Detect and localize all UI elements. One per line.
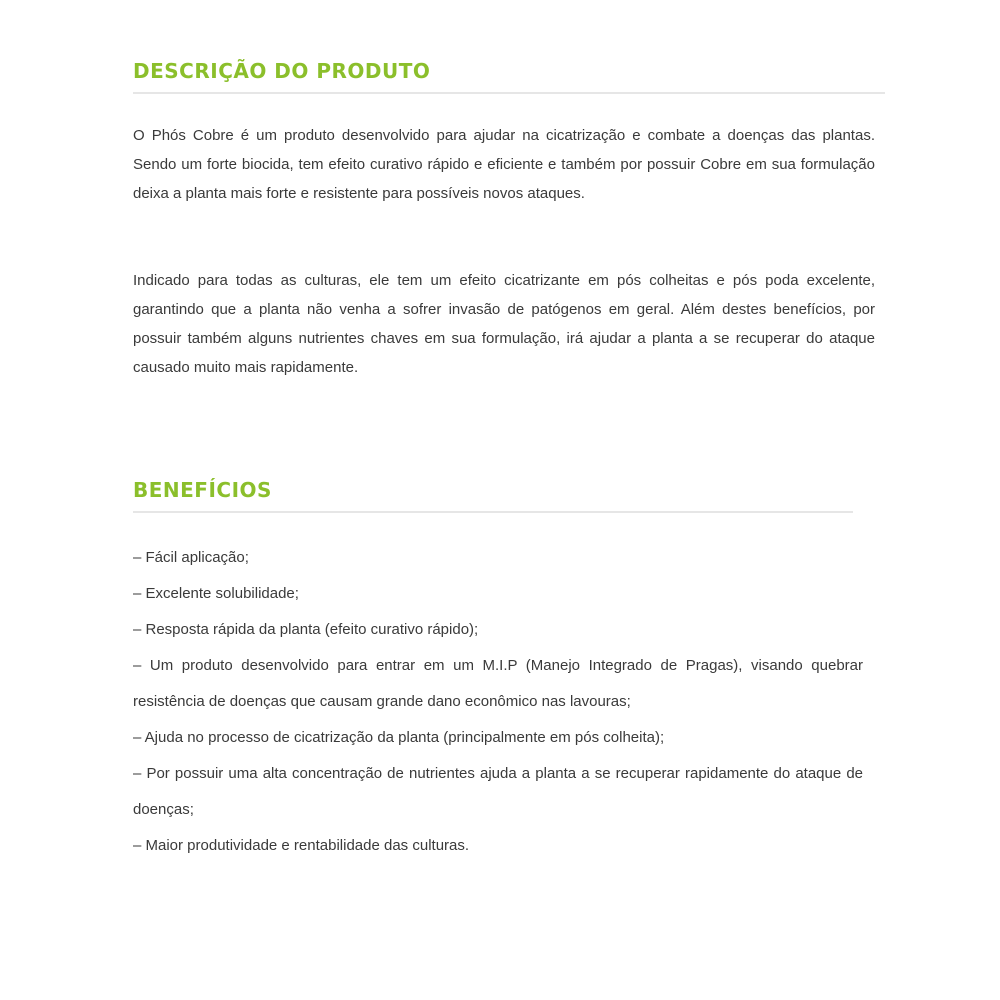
benefit-item: – Por possuir uma alta concentração de nutrientes ajuda a planta a se recuperar rapidamente do ataque de doenças; <box>133 765 863 818</box>
benefits-list <box>133 540 863 864</box>
description-paragraph-1: O Phós Cobre é um produto desenvolvido para ajudar na cicatrização e combate a doenças das plantas. Sendo um forte biocida, tem efeito curativo rápido e eficiente e também por possuir Cobre em sua formulação deixa a planta mais forte e resistente para possíveis novos ataques. <box>133 127 875 202</box>
benefit-item: – Resposta rápida da planta (efeito curativo rápido); <box>133 621 479 638</box>
benefit-item: – Excelente solubilidade; <box>133 585 299 602</box>
benefits-divider <box>133 511 853 513</box>
benefit-item: – Fácil aplicação; <box>133 549 249 566</box>
benefit-item: – Um produto desenvolvido para entrar em um M.I.P (Manejo Integrado de Pragas), visando quebrar resistência de doenças que causam grande dano econômico nas lavouras; <box>133 657 863 710</box>
benefits-title: BENEFÍCIOS <box>133 478 272 502</box>
benefit-item: – Ajuda no processo de cicatrização da planta (principalmente em pós colheita); <box>133 729 665 746</box>
description-divider <box>133 92 885 94</box>
description-title: DESCRIÇÃO DO PRODUTO <box>133 59 431 83</box>
description-paragraph-2: Indicado para todas as culturas, ele tem um efeito cicatrizante em pós colheitas e pós poda excelente, garantindo que a planta não venha a sofrer invasão de patógenos em geral. Além destes benefícios, por possuir também alguns nutrientes chaves em sua formulação, irá ajudar a planta a se recuperar do ataque causado muito mais rapidamente. <box>133 272 875 376</box>
benefit-item: – Maior produtividade e rentabilidade das culturas. <box>133 837 470 854</box>
